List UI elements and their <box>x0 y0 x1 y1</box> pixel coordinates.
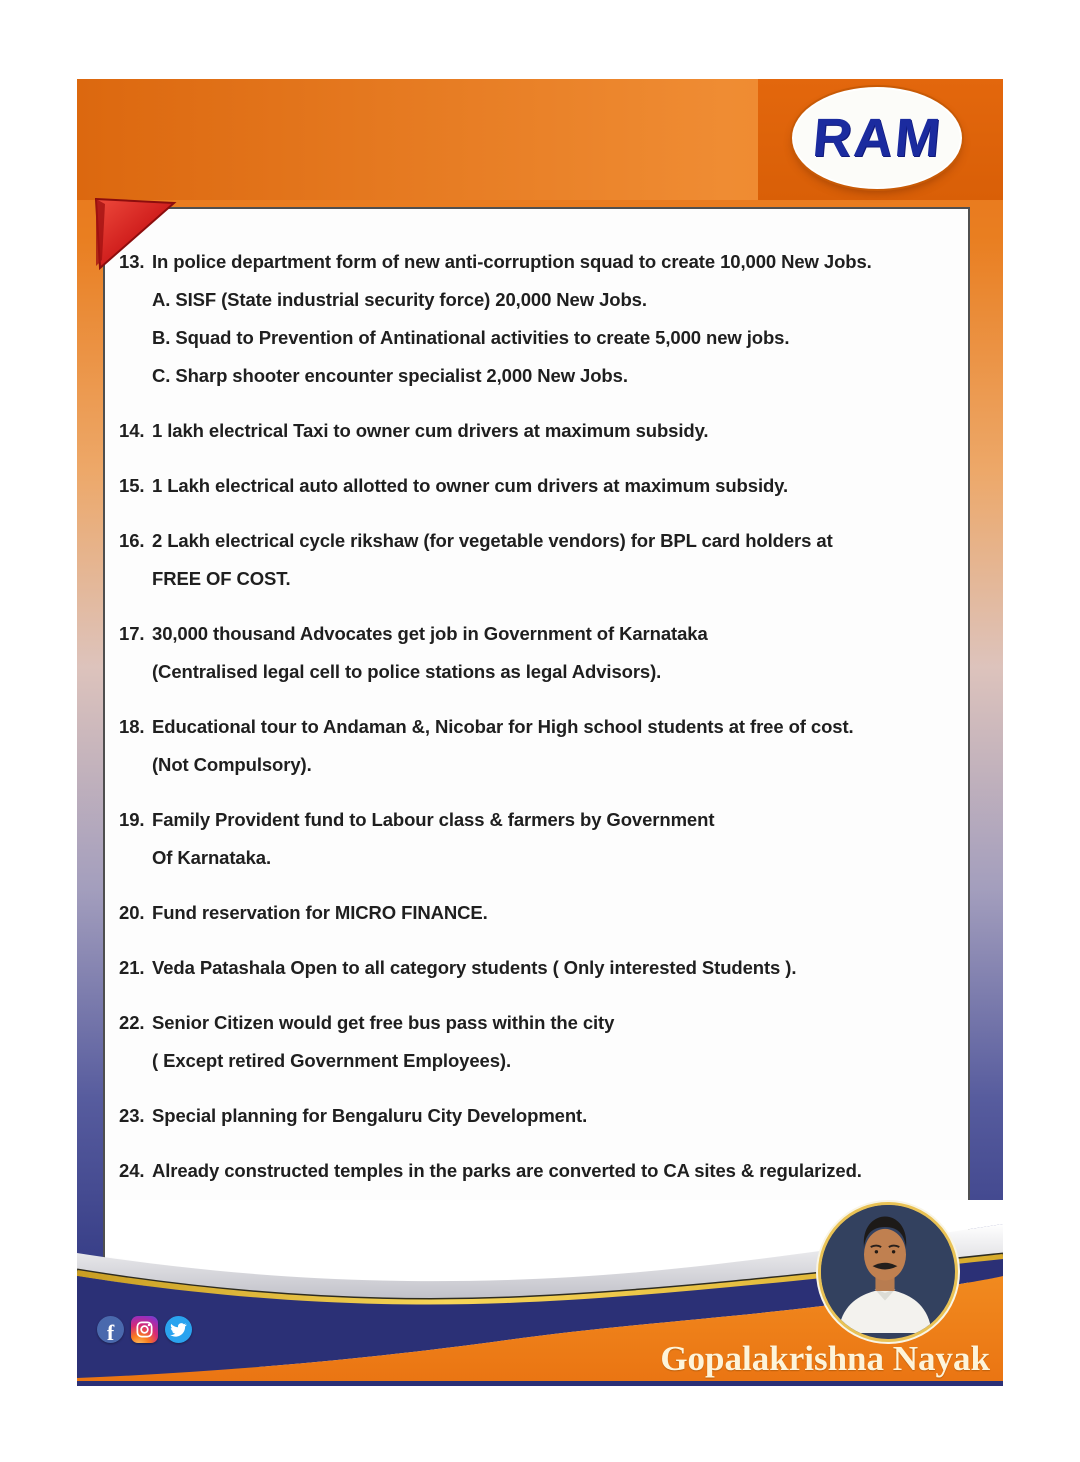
list-item-number: 16. <box>119 530 145 551</box>
list-item-number: 13. <box>119 251 145 272</box>
list-item <box>119 708 964 784</box>
candidate-name: Gopalakrishna Nayak <box>660 1339 990 1378</box>
list-item-line: A. SISF (State industrial security force) 20,000 New Jobs. <box>152 289 647 310</box>
list-item-text: 2 Lakh electrical cycle rikshaw (for vegetable vendors) for BPL card holders at <box>152 530 833 551</box>
list-item-number: 19. <box>119 809 145 830</box>
list-item <box>119 1004 964 1080</box>
facebook-icon[interactable] <box>97 1316 124 1343</box>
list-item-number: 20. <box>119 902 145 923</box>
list-item-line <box>119 1152 964 1190</box>
list-item-line <box>119 467 964 505</box>
list-item-line <box>119 1004 964 1042</box>
list-item-text: Educational tour to Andaman &, Nicobar for High school students at free of cost. <box>152 716 854 737</box>
list-item-text: Family Provident fund to Labour class & farmers by Government <box>152 809 715 830</box>
list-item-number: 15. <box>119 475 145 496</box>
list-item <box>119 412 964 450</box>
list-item <box>119 243 964 395</box>
list-item-text: 1 Lakh electrical auto allotted to owner cum drivers at maximum subsidy. <box>152 475 789 496</box>
list-item <box>119 467 964 505</box>
list-item-line <box>119 708 964 746</box>
content-card <box>103 207 970 1369</box>
footer-banner <box>77 1200 1003 1386</box>
list-item <box>119 522 964 598</box>
list-item-line: FREE OF COST. <box>152 568 291 589</box>
portrait-drawing <box>821 1205 949 1333</box>
list-item-number: 22. <box>119 1012 145 1033</box>
list-item-text: 30,000 thousand Advocates get job in Government of Karnataka <box>152 623 708 644</box>
list-item-line: (Not Compulsory). <box>152 754 312 775</box>
twitter-icon[interactable] <box>165 1316 192 1343</box>
folded-corner-ribbon-icon <box>95 198 177 272</box>
list-item-text: 1 lakh electrical Taxi to owner cum drivers at maximum subsidy. <box>152 420 709 441</box>
list-item-line: ( Except retired Government Employees). <box>152 1050 512 1071</box>
list-item-text: In police department form of new anti-corruption squad to create 10,000 New Jobs. <box>152 251 872 272</box>
facebook-f-glyph: f <box>106 1320 115 1343</box>
candidate-portrait <box>818 1202 958 1342</box>
list-item-line <box>119 1097 964 1135</box>
list-item-number: 17. <box>119 623 145 644</box>
manifesto-list <box>119 243 964 1262</box>
list-item-line <box>119 801 964 839</box>
list-item-line <box>119 522 964 560</box>
list-item-number: 21. <box>119 957 145 978</box>
list-item-line <box>119 894 964 932</box>
ram-logo-text: RAM <box>809 108 945 168</box>
list-item <box>119 894 964 932</box>
camera-glyph <box>135 1320 154 1339</box>
list-item-line <box>119 243 964 281</box>
list-item-number: 14. <box>119 420 145 441</box>
list-item-line <box>119 949 964 987</box>
list-item-line: B. Squad to Prevention of Antinational activities to create 5,000 new jobs. <box>152 327 790 348</box>
list-item-line <box>119 615 964 653</box>
list-item-number: 24. <box>119 1160 145 1181</box>
bird-glyph <box>170 1321 187 1338</box>
list-item-line: Of Karnataka. <box>152 847 271 868</box>
instagram-icon[interactable] <box>131 1316 158 1343</box>
list-item <box>119 615 964 691</box>
list-item-text: Veda Patashala Open to all category students ( Only interested Students ). <box>152 957 797 978</box>
poster <box>77 79 1003 1386</box>
list-item-text: Special planning for Bengaluru City Development. <box>152 1105 588 1126</box>
list-item <box>119 949 964 987</box>
list-item-line: C. Sharp shooter encounter specialist 2,000 New Jobs. <box>152 365 628 386</box>
list-item-line: (Centralised legal cell to police stations as legal Advisors). <box>152 661 662 682</box>
list-item-text: Already constructed temples in the parks are converted to CA sites & regularized. <box>152 1160 862 1181</box>
list-item-line <box>119 412 964 450</box>
list-item-number: 18. <box>119 716 145 737</box>
list-item-text: Fund reservation for MICRO FINANCE. <box>152 902 488 923</box>
list-item-text: Senior Citizen would get free bus pass within the city <box>152 1012 615 1033</box>
list-item <box>119 801 964 877</box>
ram-logo-block <box>758 79 1003 200</box>
list-item <box>119 1152 964 1190</box>
list-item <box>119 1097 964 1135</box>
ram-logo-oval <box>794 89 960 187</box>
list-item-number: 23. <box>119 1105 145 1126</box>
social-icons <box>97 1316 192 1343</box>
